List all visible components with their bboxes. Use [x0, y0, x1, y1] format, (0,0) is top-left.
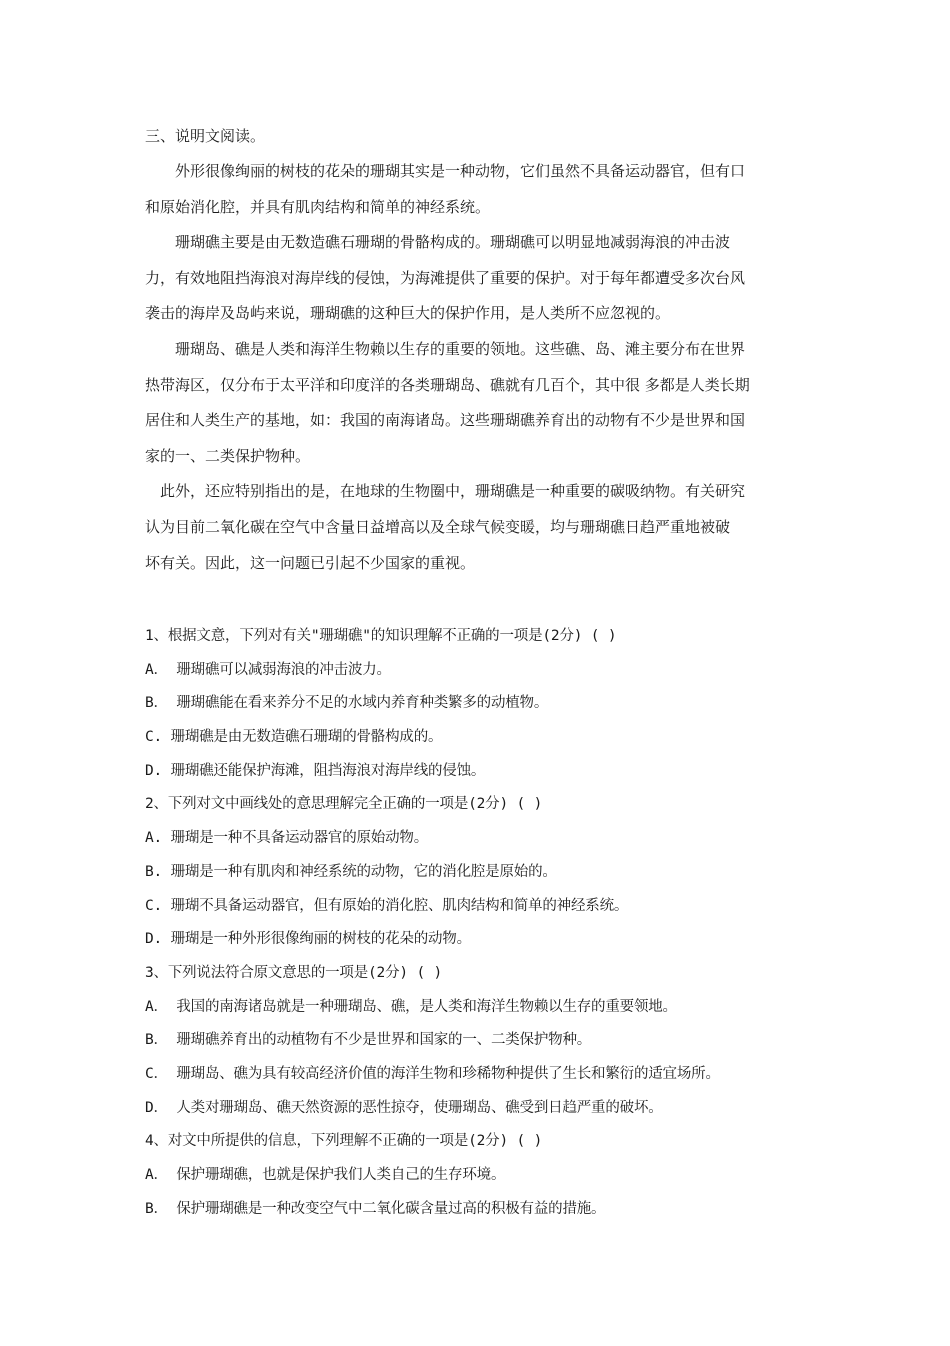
passage-line: 居住和人类生产的基地，如：我国的南海诸岛。这些珊瑚礁养育出的动物有不少是世界和国 — [145, 411, 746, 430]
question-2-option-c: C. 珊瑚不具备运动器官，但有原始的消化腔、肌肉结构和简单的神经系统。 — [145, 897, 629, 914]
question-4-option-a: A． 保护珊瑚礁，也就是保护我们人类自己的生存环境。 — [145, 1167, 506, 1183]
question-2-option-a: A. 珊瑚是一种不具备运动器官的原始动物。 — [145, 830, 428, 847]
section-title: 三、说明文阅读。 — [145, 127, 266, 145]
passage-line: 外形很像绚丽的树枝的花朵的珊瑚其实是一种动物，它们虽然不具备运动器官，但有口 — [145, 162, 746, 180]
question-1-stem: 1、根据文意，下列对有关"珊瑚礁"的知识理解不正确的一项是(2分) ( ) — [145, 628, 617, 644]
reading-passage — [145, 154, 807, 581]
passage-line: 家的一、二类保护物种。 — [145, 446, 311, 465]
question-2-option-d: D. 珊瑚是一种外形很像绚丽的树枝的花朵的动物。 — [145, 931, 471, 948]
question-4-stem: 4、对文中所提供的信息，下列理解不正确的一项是(2分) ( ) — [145, 1133, 543, 1150]
question-4-option-b: B． 保护珊瑚礁是一种改变空气中二氧化碳含量过高的积极有益的措施。 — [145, 1200, 606, 1217]
question-2-stem: 2、下列对文中画线处的意思理解完全正确的一项是(2分) ( ) — [145, 796, 543, 813]
passage-line: 珊瑚岛、礁是人类和海洋生物赖以生存的重要的领地。这些礁、岛、滩主要分布在世界 — [145, 339, 746, 358]
question-2-option-b: B. 珊瑚是一种有肌肉和神经系统的动物，它的消化腔是原始的。 — [145, 863, 557, 880]
passage-line: 坏有关。因此，这一问题已引起不少国家的重视。 — [145, 553, 476, 572]
passage-line: 力，有效地阻挡海浪对海岸线的侵蚀，为海滩提供了重要的保护。对于每年都遭受多次台风 — [145, 268, 746, 287]
passage-line: 认为目前二氧化碳在空气中含量日益增高以及全球气候变暖，均与珊瑚礁日趋严重地被破 — [145, 517, 731, 536]
question-3-option-b: B． 珊瑚礁养育出的动植物有不少是世界和国家的一、二类保护物种。 — [145, 1032, 592, 1049]
question-3-option-d: D． 人类对珊瑚岛、礁天然资源的恶性掠夺，使珊瑚岛、礁受到日趋严重的破坏。 — [145, 1099, 663, 1116]
question-1-option-b: B． 珊瑚礁能在看来养分不足的水域内养育种类繁多的动植物。 — [145, 695, 549, 712]
question-3-option-a: A． 我国的南海诸岛就是一种珊瑚岛、礁，是人类和海洋生物赖以生存的重要领地。 — [145, 998, 677, 1015]
question-3-stem: 3、下列说法符合原文意思的一项是(2分) ( ) — [145, 964, 443, 981]
question-list — [145, 620, 815, 1226]
question-1-option-d: D. 珊瑚礁还能保护海滩，阻挡海浪对海岸线的侵蚀。 — [145, 762, 486, 779]
passage-line: 此外，还应特别指出的是，在地球的生物圈中，珊瑚礁是一种重要的碳吸纳物。有关研究 — [145, 482, 746, 501]
passage-line: 袭击的海岸及岛屿来说，珊瑚礁的这种巨大的保护作用，是人类所不应忽视的。 — [145, 304, 671, 323]
question-3-option-c: C． 珊瑚岛、礁为具有较高经济价值的海洋生物和珍稀物种提供了生长和繁衍的适宜场所。 — [145, 1065, 720, 1082]
question-1-option-c: C. 珊瑚礁是由无数造礁石珊瑚的骨骼构成的。 — [145, 729, 443, 746]
passage-line: 和原始消化腔，并具有肌肉结构和简单的神经系统。 — [145, 197, 491, 216]
passage-line: 珊瑚礁主要是由无数造礁石珊瑚的骨骼构成的。珊瑚礁可以明显地减弱海浪的冲击波 — [145, 233, 731, 252]
passage-line: 热带海区，仅分布于太平洋和印度洋的各类珊瑚岛、礁就有几百个，其中很 多都是人类长期 — [145, 375, 750, 394]
question-1-option-a: A． 珊瑚礁可以减弱海浪的冲击波力。 — [145, 661, 391, 678]
